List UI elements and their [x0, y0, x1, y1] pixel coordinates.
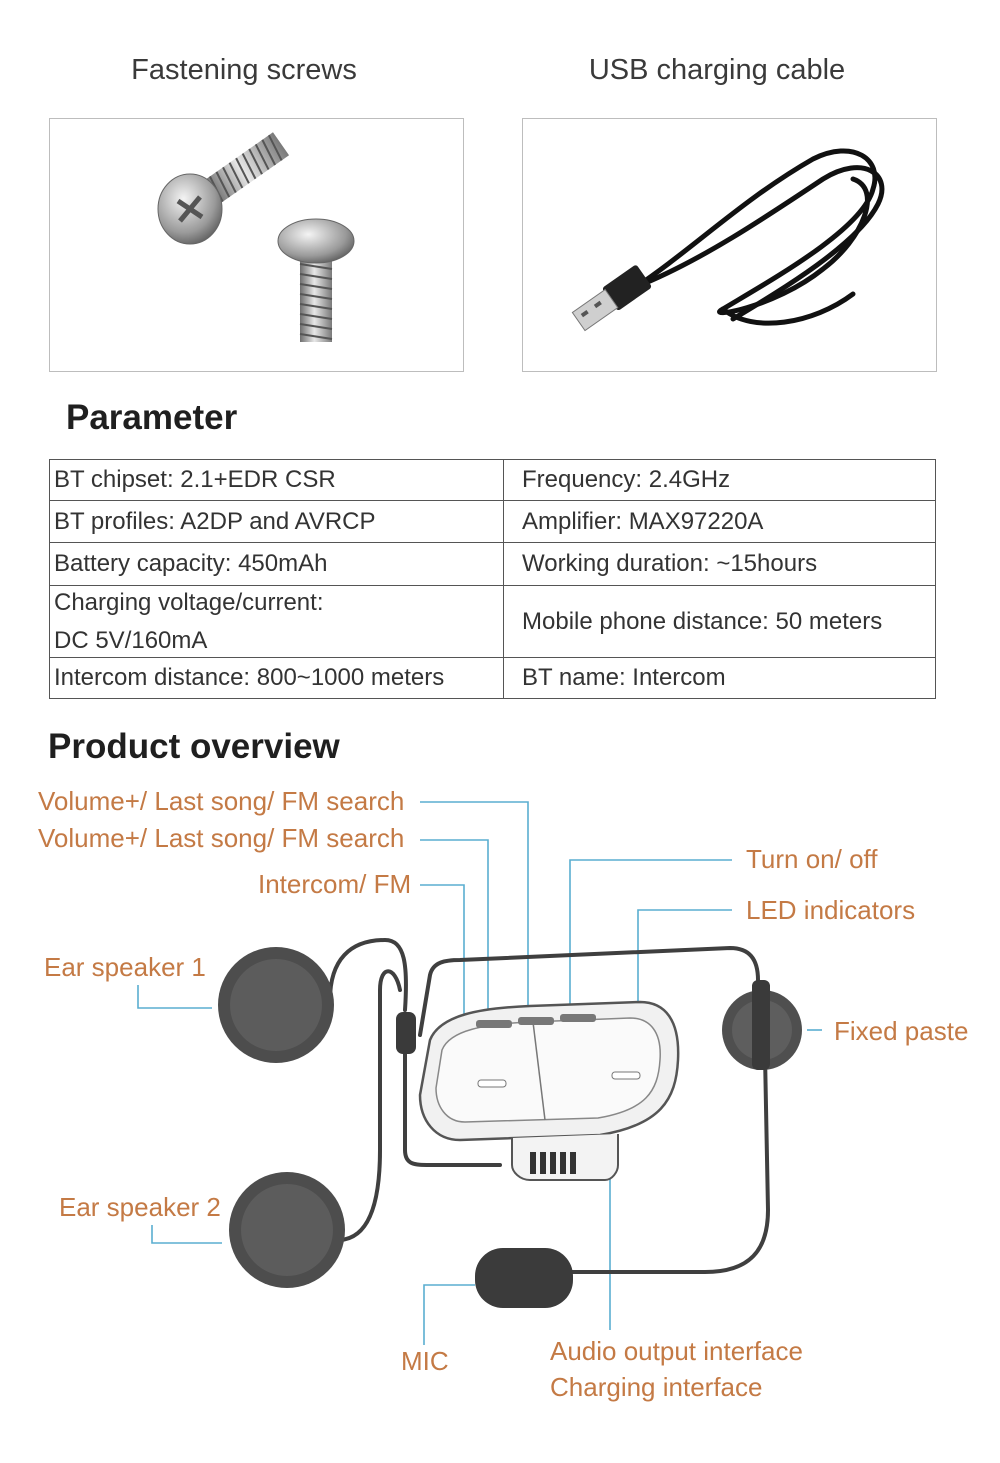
param-bt-name: BT name: Intercom [504, 658, 936, 699]
param-phone-distance: Mobile phone distance: 50 meters [504, 586, 936, 658]
label-intercom: Intercom/ FM [258, 869, 412, 899]
caption-usb-cable: USB charging cable [588, 54, 846, 86]
param-working-duration: Working duration: ~15hours [504, 543, 936, 586]
overview-title: Product overview [48, 727, 340, 766]
param-charging-line2: DC 5V/160mA [54, 626, 208, 654]
param-frequency: Frequency: 2.4GHz [504, 460, 936, 501]
label-volume-up: Volume+/ Last song/ FM search [38, 786, 405, 816]
param-bt-chipset: BT chipset: 2.1+EDR CSR [50, 460, 504, 501]
param-amplifier: Amplifier: MAX97220A [504, 501, 936, 543]
intercom-unit-icon [420, 1002, 678, 1180]
mic-icon [475, 1248, 573, 1308]
cable-connector-icon [396, 1012, 416, 1054]
param-charging-line1: Charging voltage/current: [54, 588, 324, 616]
param-battery: Battery capacity: 450mAh [50, 543, 504, 586]
label-ear-speaker-2: Ear speaker 2 [59, 1192, 221, 1222]
label-volume-down: Volume+/ Last song/ FM search [38, 823, 405, 853]
parameter-title: Parameter [66, 398, 238, 437]
param-intercom-distance: Intercom distance: 800~1000 meters [50, 658, 504, 699]
label-ear-speaker-1: Ear speaker 1 [44, 952, 206, 982]
caption-fastening-screws: Fastening screws [131, 54, 357, 86]
label-charging-interface: Charging interface [550, 1372, 763, 1402]
label-mic: MIC [401, 1346, 449, 1376]
label-led-indicators: LED indicators [746, 895, 916, 925]
label-audio-output: Audio output interface [550, 1336, 803, 1366]
label-turn-on-off: Turn on/ off [746, 844, 878, 874]
param-bt-profiles: BT profiles: A2DP and AVRCP [50, 501, 504, 543]
label-fixed-paste: Fixed paste [834, 1016, 969, 1046]
